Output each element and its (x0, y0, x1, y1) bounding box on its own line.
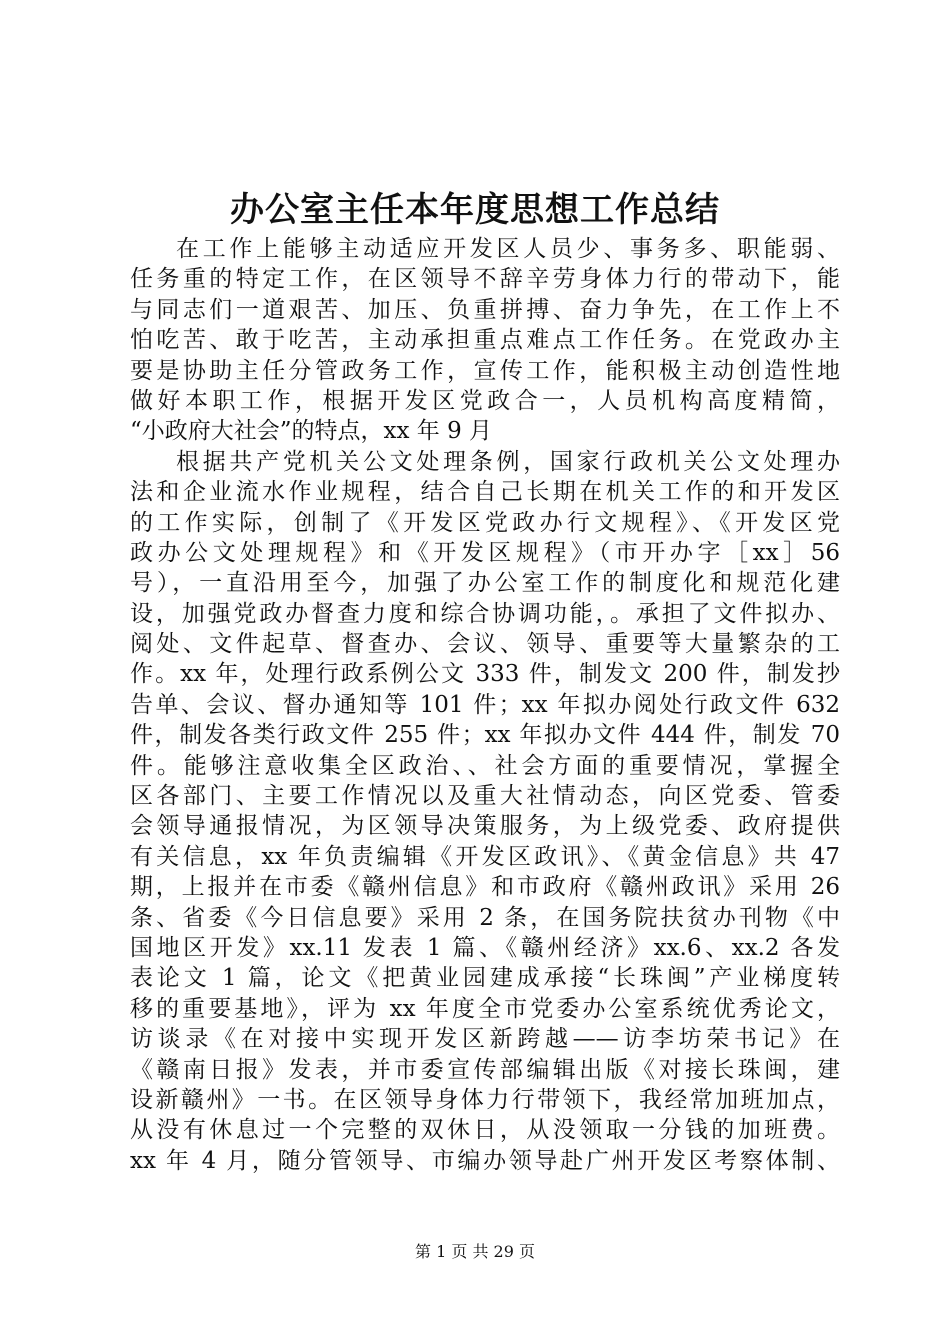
text-line: 告单、会议、督办通知等 101 件；xx 年拟办阅处行政文件 632 (130, 691, 840, 718)
text-line: “小政府大社会”的特点，xx 年 9 月 (130, 418, 493, 445)
text-line: 表论文 1 篇，论文《把黄业园建成承接“长珠闽”产业梯度转 (130, 965, 840, 992)
text-line: 在工作上能够主动适应开发区人员少、事务多、职能弱、 (176, 236, 840, 262)
text-line: 怕吃苦、敢于吃苦，主动承担重点难点工作任务。在党政办主 (130, 327, 840, 354)
text-line: 号），一直沿用至今，加强了办公室工作的制度化和规范化建 (130, 570, 840, 597)
text-line: 根据共产党机关公文处理条例，国家行政机关公文处理办 (176, 448, 840, 475)
text-line: 区各部门、主要工作情况以及重大社情动态，向区党委、管委 (130, 783, 840, 810)
text-line: xx 年 4 月，随分管领导、市编办领导赴广州开发区考察体制、 (130, 1147, 840, 1174)
text-line: 任务重的特定工作，在区领导不辞辛劳身体力行的带动下，能 (130, 266, 840, 293)
text-line: 阅处、文件起草、督查办、会议、领导、重要等大量繁杂的工 (130, 631, 840, 658)
text-line: 要是协助主任分管政务工作，宣传工作，能积极主动创造性地 (130, 357, 840, 384)
text-line: 国地区开发》xx.11 发表 1 篇、《赣州经济》xx.6、xx.2 各发 (130, 934, 840, 961)
text-line: 与同志们一道艰苦、加压、负重拼搏、奋力争先，在工作上不 (130, 296, 840, 323)
text-line: 政办公文处理规程》和《开发区规程》（市开办字［xx］56 (130, 539, 840, 566)
text-line: 有关信息，xx 年负责编辑《开发区政讯》、《黄金信息》共 47 (130, 843, 840, 870)
text-line: 件，制发各类行政文件 255 件；xx 年拟办文件 444 件，制发 70 (130, 722, 840, 749)
text-line: 移的重要基地》，评为 xx 年度全市党委办公室系统优秀论文， (130, 995, 840, 1022)
paragraph-1 (130, 234, 840, 447)
text-line: 做好本职工作，根据开发区党政合一，人员机构高度精简， (130, 387, 840, 414)
page-number-footer: 第 1 页 共 29 页 (415, 1242, 535, 1261)
text-line: 会领导通报情况，为区领导决策服务，为上级党委、政府提供 (130, 813, 840, 840)
text-line: 件。能够注意收集全区政治、、社会方面的重要情况，掌握全 (130, 752, 840, 779)
paragraph-2 (130, 447, 840, 1176)
document-body (130, 234, 840, 1176)
text-line: 设新赣州》一书。在区领导身体力行带领下，我经常加班加点， (130, 1086, 840, 1113)
text-line: 访谈录《在对接中实现开发区新跨越——访李坊荣书记》在 (130, 1026, 840, 1053)
document-title: 办公室主任本年度思想工作总结 (230, 190, 720, 230)
text-line: 法和企业流水作业规程，结合自己长期在机关工作的和开发区 (130, 479, 840, 506)
text-line: 《赣南日报》发表，并市委宣传部编辑出版《对接长珠闽，建 (130, 1056, 840, 1083)
text-line: 的工作实际，创制了《开发区党政办行文规程》、《开发区党 (130, 509, 840, 536)
text-line: 设，加强党政办督查力度和综合协调功能，。承担了文件拟办、 (130, 600, 840, 627)
text-line: 作。xx 年，处理行政系例公文 333 件，制发文 200 件，制发抄 (130, 661, 840, 688)
text-line: 条、省委《今日信息要》采用 2 条，在国务院扶贫办刊物《中 (130, 904, 840, 931)
text-line: 期，上报并在市委《赣州信息》和市政府《赣州政讯》采用 26 (130, 874, 840, 901)
text-line: 从没有休息过一个完整的双休日，从没领取一分钱的加班费。 (130, 1117, 840, 1144)
